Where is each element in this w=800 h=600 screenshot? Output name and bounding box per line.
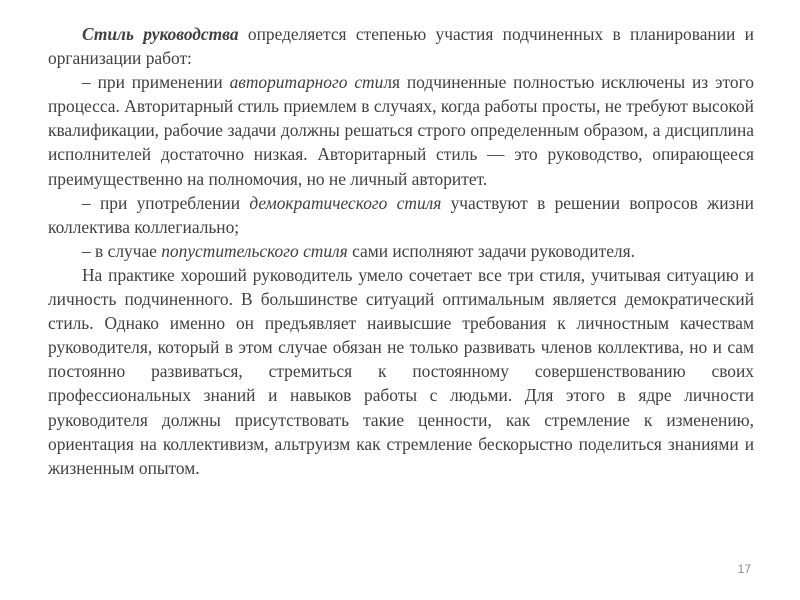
paragraph-text: – в случае xyxy=(82,240,162,261)
paragraph-text: – при применении xyxy=(82,72,230,93)
page-number: 17 xyxy=(737,562,751,576)
paragraph-permissive-style xyxy=(48,239,754,263)
paragraph-democratic-style xyxy=(48,191,754,239)
paragraph-practice xyxy=(48,263,754,480)
body-text xyxy=(48,22,754,480)
term-authoritarian: авторитарного сти xyxy=(229,72,384,93)
term-permissive: попустительского стиля xyxy=(161,240,348,261)
paragraph-leadership-style-definition xyxy=(48,22,754,70)
paragraph-text: На практике хороший руководитель умело сочетает все три стиля, учитывая ситуацию и личность подчиненного. В большинстве ситуаций оптимальным является демократический стиль. Однако именно он предъявляет наивысшие требования к личностным качествам руководителя, который в этом случае обязан не только развивать членов коллектива, но и сам постоянно развиваться, стремиться к постоянному совершенствованию своих профессиональных знаний и навыков работы с людьми. Для этого в ядре личности руководителя должны присутствовать такие ценности, как стремление к изменению, ориентация на коллективизм, альтруизм как стремление бескорыстно поделиться знаниями и жизненным опытом. xyxy=(48,264,754,478)
paragraph-text: сами исполняют задачи руководителя. xyxy=(347,240,635,261)
paragraph-text: участвуют в решении вопросов жизни коллектива коллегиально; xyxy=(48,192,754,237)
paragraph-authoritarian-style xyxy=(48,70,754,190)
paragraph-text: ля подчиненные полностью исключены из этого процесса. Авторитарный стиль приемлем в случаях, когда работы просты, не требуют высокой квалификации, рабочие задачи должны решаться строго определенным образом, а дисциплина исполнителей достаточно низкая. Авторитарный стиль — это руководство, опирающееся преимущественно на полномочия, но не личный авторитет. xyxy=(48,72,754,189)
term-democratic: демократического стиля xyxy=(249,192,442,213)
term-leadership-style: Стиль руководства xyxy=(82,24,239,44)
paragraph-text: определяется степенью участия подчиненных в планировании и организации работ: xyxy=(48,24,754,69)
paragraph-text: – при употреблении xyxy=(82,192,250,213)
